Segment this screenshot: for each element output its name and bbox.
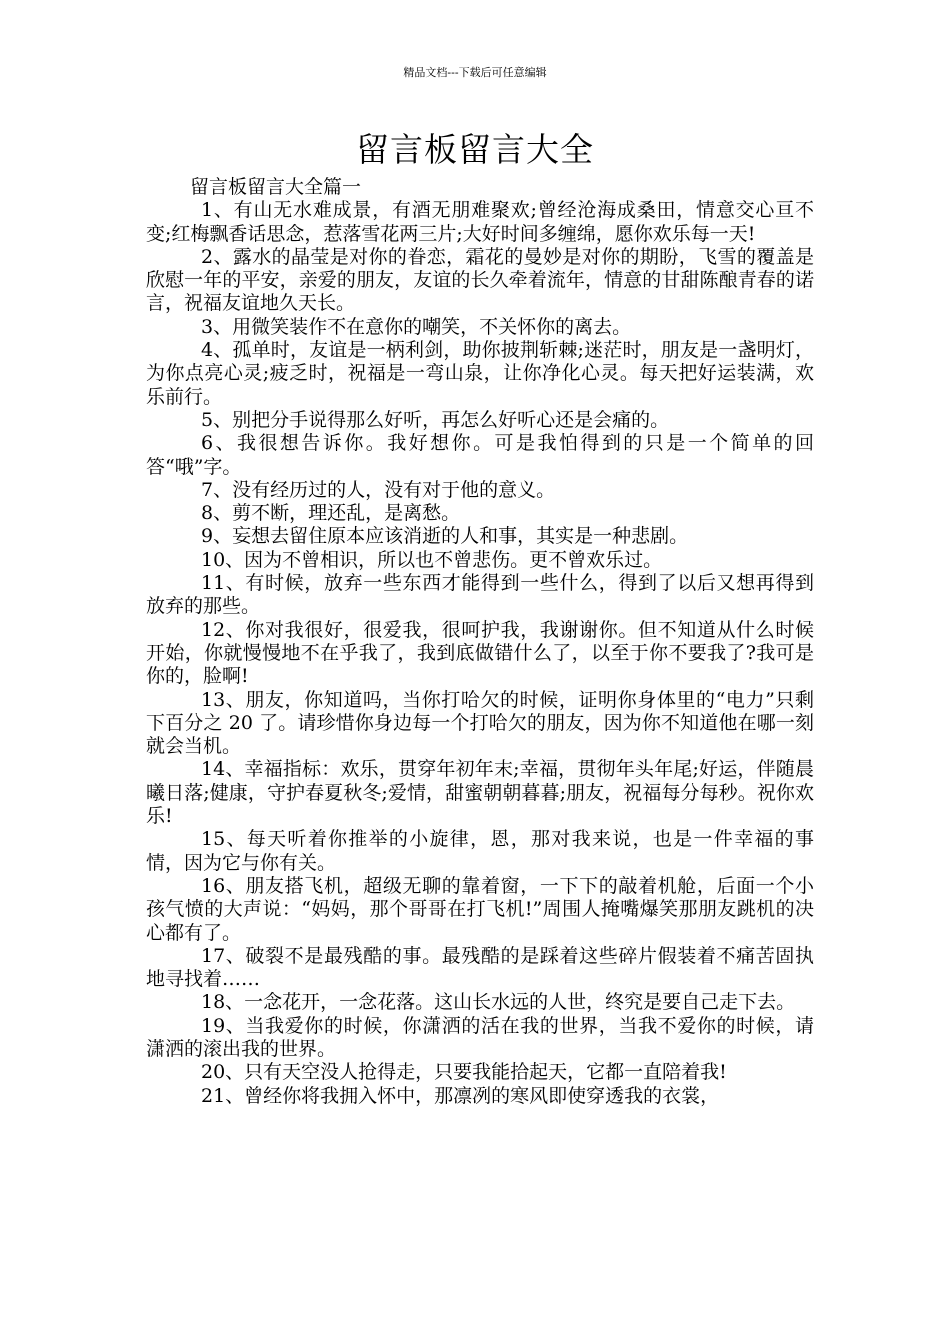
message-paragraph-4: 4、孤单时，友谊是一柄利剑，助你披荆斩棘;迷茫时，朋友是一盏明灯，为你点亮心灵;疲乏时，祝福是一弯山泉，让你净化心灵。每天把好运装满，欢乐前行。 [146, 339, 814, 408]
document-title: 留言板留言大全 [356, 130, 594, 169]
message-paragraph-13: 13、朋友，你知道吗，当你打哈欠的时候，证明你身体里的“电力”只剩下百分之 20 了。请珍惜你身边每一个打哈欠的朋友，因为你不知道他在哪一刻就会当机。 [146, 688, 814, 758]
message-paragraph-10: 10、因为不曾相识，所以也不曾悲伤。更不曾欢乐过。 [201, 548, 663, 571]
message-paragraph-14: 14、幸福指标：欢乐，贯穿年初年末;幸福，贯彻年头年尾;好运，伴随晨曦日落;健康，守护春夏秋冬;爱情，甜蜜朝朝暮暮;朋友，祝福每分每秒。祝你欢乐! [146, 758, 814, 828]
message-paragraph-7: 7、没有经历过的人，没有对于他的意义。 [201, 478, 556, 501]
page-header: 精品文档---下载后可任意编辑 [403, 66, 547, 79]
message-paragraph-9: 9、妄想去留住原本应该消逝的人和事，其实是一种悲剧。 [201, 525, 689, 548]
message-paragraph-5: 5、别把分手说得那么好听，再怎么好听心还是会痛的。 [201, 408, 670, 431]
message-paragraph-17: 17、破裂不是最残酷的事。最残酷的是踩着这些碎片假装着不痛苦固执地寻找着…… [146, 944, 814, 991]
message-paragraph-12: 12、你对我很好，很爱我，很呵护我，我谢谢你。但不知道从什么时候开始，你就慢慢地不在乎我了，我到底做错什么了，以至于你不要我了?我可是你的，脸啊! [146, 618, 814, 688]
message-paragraph-1: 1、有山无水难成景，有酒无朋难聚欢;曾经沧海成桑田，情意交心亘不变;红梅飘香话思念，惹落雪花两三片;大好时间多缠绵，愿你欢乐每一天! [146, 199, 814, 245]
document-body [146, 176, 814, 1108]
message-paragraph-3: 3、用微笑装作不在意你的嘲笑，不关怀你的离去。 [201, 315, 632, 338]
message-paragraph-19: 19、当我爱你的时候，你潇洒的活在我的世界，当我不爱你的时候，请潇洒的滚出我的世界。 [146, 1014, 814, 1060]
message-paragraph-16: 16、朋友搭飞机，超级无聊的靠着窗，一下下的敲着机舱，后面一个小孩气愤的大声说：“妈妈，那个哥哥在打飞机!”周围人掩嘴爆笑那朋友跳机的决心都有了。 [146, 874, 814, 944]
message-paragraph-21: 21、曾经你将我拥入怀中，那凛冽的寒风即使穿透我的衣裳， [201, 1084, 720, 1107]
message-paragraph-2: 2、露水的晶莹是对你的眷恋，霜花的曼妙是对你的期盼，飞雪的覆盖是欣慰一年的平安，亲爱的朋友，友谊的长久牵着流年，情意的甘甜陈酿青春的诺言，祝福友谊地久天长。 [146, 245, 814, 315]
message-paragraph-18: 18、一念花开，一念花落。这山长水远的人世，终究是要自己走下去。 [201, 991, 796, 1014]
message-paragraph-6: 6、我很想告诉你。我好想你。可是我怕得到的只是一个简单的回答“哦”字。 [146, 432, 814, 478]
message-paragraph-20: 20、只有天空没人抢得走，只要我能拾起天，它都一直陪着我! [201, 1061, 727, 1084]
message-paragraph-8: 8、剪不断，理还乱，是离愁。 [201, 502, 461, 525]
message-paragraph-11: 11、有时候，放弃一些东西才能得到一些什么，得到了以后又想再得到放弃的那些。 [146, 572, 814, 618]
message-paragraph-15: 15、每天听着你推举的小旋律，恩，那对我来说，也是一件幸福的事情，因为它与你有关。 [146, 828, 814, 874]
section-heading: 留言板留言大全篇一 [190, 176, 362, 198]
